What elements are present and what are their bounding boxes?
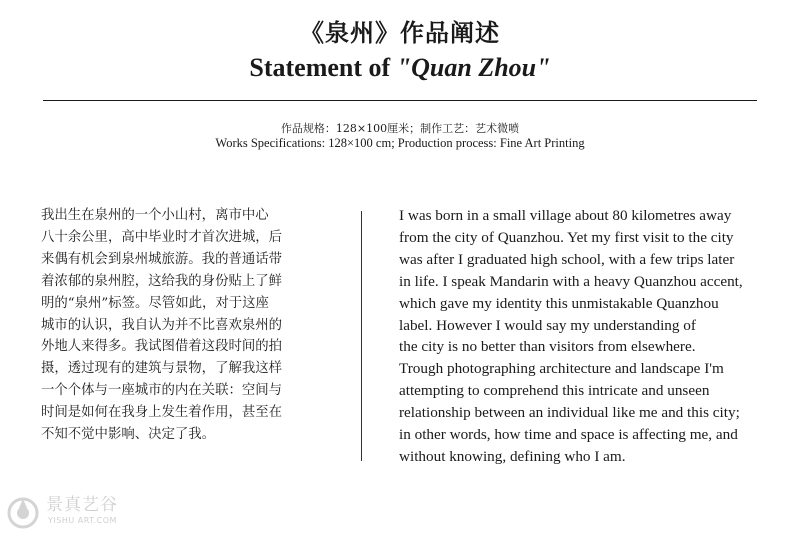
watermark-text-chinese: 景真艺谷 xyxy=(46,495,118,515)
statement-english-line: which gave my identity this unmistakable Quanzhou xyxy=(399,294,719,312)
statement-chinese-line: 八十余公里，高中毕业时才首次进城，后 xyxy=(41,229,283,245)
statement-chinese-line: 我出生在泉州的一个小山村，离市中心 xyxy=(41,208,269,223)
column-divider xyxy=(361,211,362,461)
statement-english-line: without knowing, defining who I am. xyxy=(399,447,626,465)
statement-english-line: relationship between an individual like me and this city; xyxy=(399,404,740,422)
statement-chinese-line: 外地人来得多。我试图借着这段时间的拍 xyxy=(41,339,283,355)
title-english-prefix: Statement of xyxy=(249,53,397,82)
statement-english xyxy=(399,205,794,468)
header-divider xyxy=(43,100,757,101)
statement-chinese-line: 城市的认识，我自认为并不比喜欢泉州的 xyxy=(41,317,283,333)
statement-english-line: label. However I would say my understanding of xyxy=(399,316,696,334)
title-english-work: "Quan Zhou" xyxy=(396,53,551,82)
statement-english-line: was after I graduated high school, with a few trips later xyxy=(399,250,735,268)
statement-chinese-line: 时间是如何在我身上发生着作用，甚至在 xyxy=(41,405,283,421)
title-english xyxy=(0,52,800,84)
statement-english-line: from the city of Quanzhou. Yet my first visit to the city xyxy=(399,228,734,246)
statement-chinese-line: 摄，透过现有的建筑与景物，了解我这样 xyxy=(41,361,283,377)
watermark xyxy=(6,494,136,534)
specifications-english: Works Specifications: 128×100 cm; Production process: Fine Art Printing xyxy=(215,136,585,150)
statement-chinese xyxy=(41,205,331,446)
statement-english-line: I was born in a small village about 80 kilometres away xyxy=(399,207,732,224)
statement-english-line: the city is no better than visitors from elsewhere. xyxy=(399,338,696,356)
statement-english-line: in life. I speak Mandarin with a heavy Quanzhou accent, xyxy=(399,272,743,290)
statement-chinese-line: 着浓郁的泉州腔，这给我的身份贴上了鲜 xyxy=(41,273,283,289)
statement-chinese-line: 来偶有机会到泉州城旅游。我的普通话带 xyxy=(41,251,283,267)
watermark-text-english: YISHU ART.COM xyxy=(48,516,117,525)
statement-english-line: attempting to comprehend this intricate and unseen xyxy=(399,382,710,400)
statement-chinese-line: 一个个体与一座城市的内在关联：空间与 xyxy=(41,383,283,399)
statement-chinese-line: 明的“泉州”标签。尽管如此，对于这座 xyxy=(41,295,269,311)
statement-english-line: in other words, how time and space is affecting me, and xyxy=(399,426,738,444)
watermark-logo-icon xyxy=(6,496,40,530)
statement-chinese-line: 不知不觉中影响、决定了我。 xyxy=(41,427,216,443)
specifications-chinese: 作品规格：128×100厘米；制作工艺：艺术微喷 xyxy=(280,122,520,135)
statement-english-line: Trough photographing architecture and landscape I'm xyxy=(399,360,724,378)
title-chinese: 《泉州》作品阐述 xyxy=(300,18,500,47)
